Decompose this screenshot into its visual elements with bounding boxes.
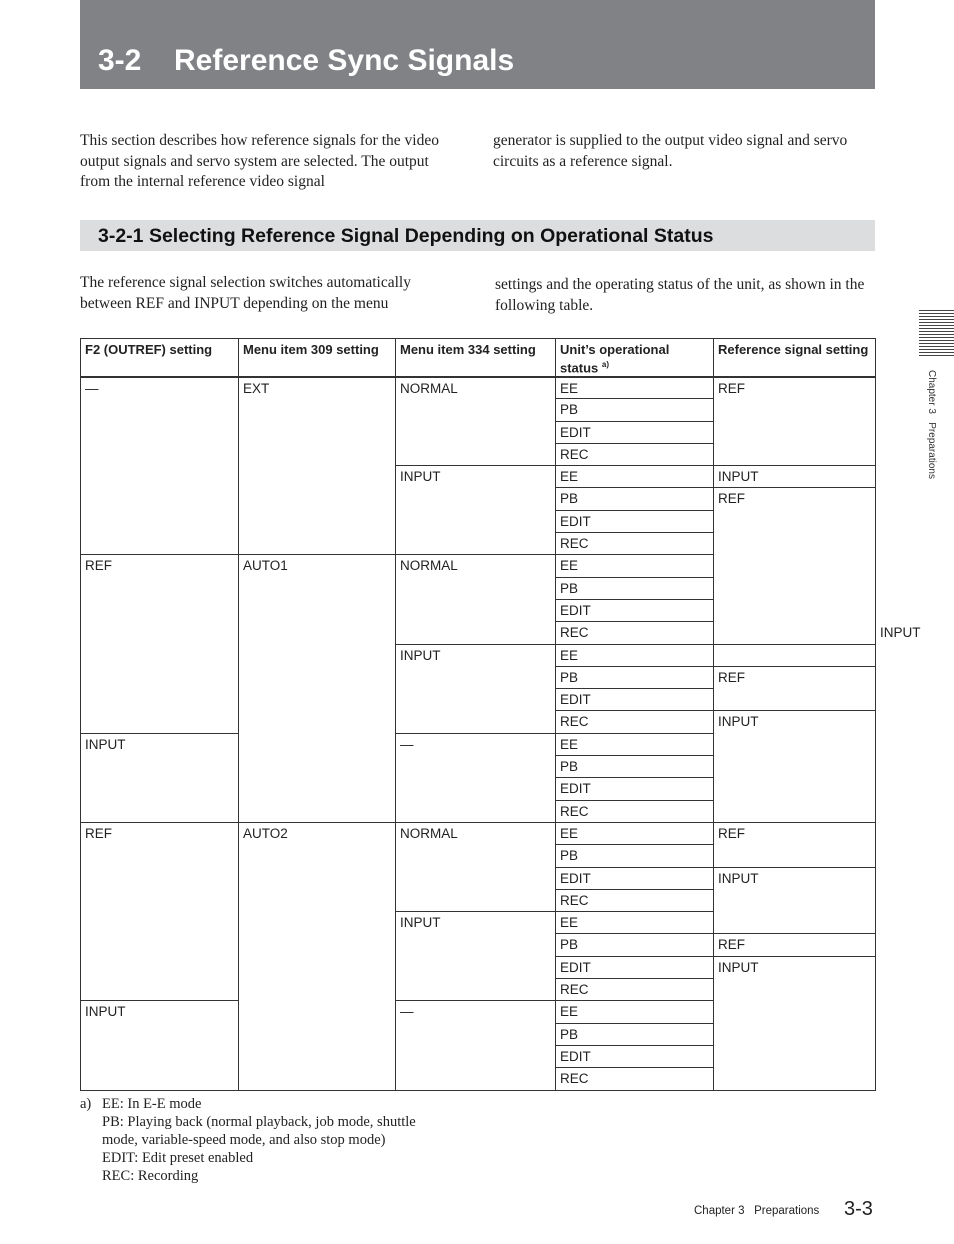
- cell-menu-334: INPUT: [396, 644, 556, 733]
- cell-status: PB: [556, 845, 714, 867]
- page-number: 3-3: [844, 1198, 873, 1220]
- section-title-band: [80, 0, 875, 89]
- section-title-text: Reference Sync Signals: [174, 44, 515, 77]
- table-row: [81, 822, 876, 844]
- cell-menu-334: NORMAL: [396, 822, 556, 911]
- footnote-line: REC: Recording: [102, 1168, 199, 1184]
- table-header-row: [81, 339, 876, 377]
- cell-ref-signal: REF: [714, 822, 876, 867]
- cell-status: EE: [556, 733, 714, 755]
- cell-status: PB: [556, 577, 714, 599]
- cell-status: REC: [556, 1068, 714, 1090]
- cell-status: REC: [556, 443, 714, 465]
- table-footnote: [80, 1095, 416, 1185]
- cell-status: PB: [556, 756, 714, 778]
- table-row: REC INPUT: [81, 622, 876, 644]
- cell-status: EDIT: [556, 956, 714, 978]
- cell-status: EDIT: [556, 599, 714, 621]
- cell-f2: —: [81, 377, 239, 555]
- cell-status: PB: [556, 488, 714, 510]
- cell-ref-signal: INPUT: [714, 466, 876, 488]
- cell-status: EDIT: [556, 778, 714, 800]
- cell-status: EDIT: [556, 689, 714, 711]
- cell-menu-334: INPUT: [396, 466, 556, 555]
- header-menu-309: Menu item 309 setting: [239, 339, 396, 377]
- cell-status: EE: [556, 912, 714, 934]
- footnote-ref: a): [601, 360, 610, 369]
- cell-f2: INPUT: [81, 733, 239, 822]
- cell-ref-signal: REF: [714, 488, 876, 644]
- cell-menu-334: —: [396, 733, 556, 822]
- section-title: [98, 46, 514, 76]
- paragraph-column-2: settings and the operating status of the unit, as shown in the following table.: [495, 276, 865, 314]
- cell-status: PB: [556, 399, 714, 421]
- cell-menu-334: —: [396, 1001, 556, 1090]
- cell-status: EE: [556, 822, 714, 844]
- header-menu-334: Menu item 334 setting: [396, 339, 556, 377]
- footnote-line: EDIT: Edit preset enabled: [102, 1150, 254, 1166]
- reference-signal-table: [80, 338, 921, 1091]
- header-f2-outref: F2 (OUTREF) setting: [81, 339, 239, 377]
- section-number: 3-2: [98, 44, 142, 77]
- cell-ref-signal: REF: [714, 666, 876, 711]
- cell-status: EDIT: [556, 510, 714, 532]
- footnote-line: EE: In E-E mode: [102, 1096, 202, 1112]
- cell-status: REC: [556, 800, 714, 822]
- footer-chapter: Chapter 3 Preparations: [694, 1205, 820, 1217]
- header-reference-signal: Reference signal setting: [714, 339, 876, 377]
- footnote-mark: a): [80, 1096, 92, 1112]
- cell-status: REC: [556, 979, 714, 1001]
- cell-f2: REF: [81, 822, 239, 1000]
- cell-status: EE: [556, 377, 714, 399]
- header-status-text: Unit’s operational status: [560, 342, 670, 376]
- cell-menu-309: EXT: [239, 377, 396, 555]
- cell-status: REC: [556, 622, 714, 644]
- side-chapter-label: Chapter 3 Preparations: [926, 370, 937, 479]
- cell-status: EE: [556, 1001, 714, 1023]
- cell-status: EE: [556, 644, 714, 666]
- cell-status: REC: [556, 889, 714, 911]
- cell-ref-signal: REF: [714, 377, 876, 466]
- cell-ref-signal: INPUT: [714, 711, 876, 822]
- cell-menu-334: NORMAL: [396, 377, 556, 466]
- cell-ref-signal: INPUT: [714, 867, 876, 934]
- header-operational-status: [556, 339, 714, 377]
- cell-status: EDIT: [556, 1045, 714, 1067]
- cell-ref-signal: INPUT: [714, 956, 876, 1090]
- subsection-title-band: [80, 220, 875, 251]
- cell-menu-309: AUTO2: [239, 822, 396, 1090]
- intro-column-1: This section describes how reference signals for the video output signals and servo system are selected. The output from the internal reference video signal: [80, 132, 439, 190]
- intro-column-2: generator is supplied to the output video signal and servo circuits as a reference signal.: [493, 132, 848, 170]
- cell-status: EE: [556, 555, 714, 577]
- footnote-line: PB: Playing back (normal playback, job mode, shuttle: [102, 1114, 416, 1130]
- cell-status: REC: [556, 533, 714, 555]
- cell-status: PB: [556, 1023, 714, 1045]
- footnote-line: mode, variable-speed mode, and also stop mode): [102, 1132, 386, 1148]
- cell-status: EDIT: [556, 867, 714, 889]
- subsection-title: 3-2-1 Selecting Reference Signal Depending on Operational Status: [98, 225, 714, 247]
- cell-menu-309: AUTO1: [239, 555, 396, 823]
- cell-menu-334: NORMAL: [396, 555, 556, 644]
- chapter-tab-marker: [919, 310, 954, 356]
- cell-status: EDIT: [556, 421, 714, 443]
- cell-f2: REF: [81, 555, 239, 733]
- cell-f2: INPUT: [81, 1001, 239, 1090]
- cell-menu-334: INPUT: [396, 912, 556, 1001]
- cell-status: PB: [556, 666, 714, 688]
- paragraph-column-1: The reference signal selection switches automatically between REF and INPUT depending on the menu: [80, 274, 411, 312]
- cell-status: REC: [556, 711, 714, 733]
- cell-status: EE: [556, 466, 714, 488]
- table-row: [81, 377, 876, 399]
- cell-ref-signal: REF: [714, 934, 876, 956]
- cell-status: PB: [556, 934, 714, 956]
